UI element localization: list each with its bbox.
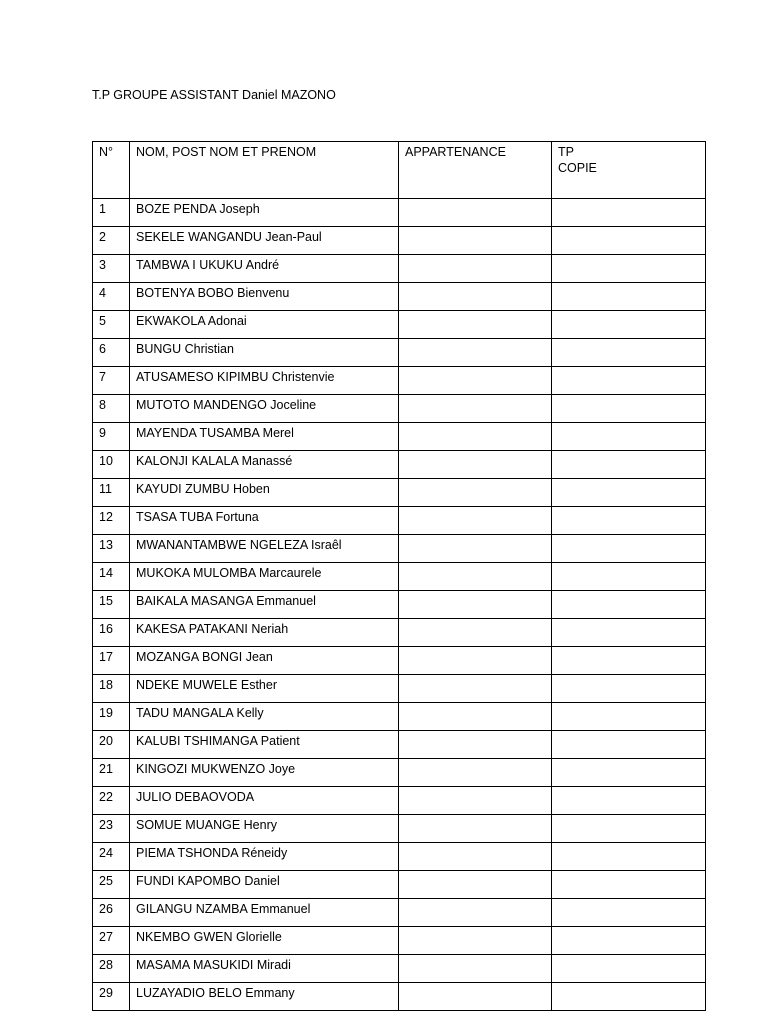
row-name-cell: MUTOTO MANDENGO Joceline: [130, 395, 399, 423]
row-number-cell: 19: [93, 703, 130, 731]
row-name-cell: NDEKE MUWELE Esther: [130, 675, 399, 703]
row-number-cell: 4: [93, 283, 130, 311]
row-tp-cell[interactable]: [552, 983, 706, 1011]
table-row: [93, 395, 706, 423]
row-name-cell: FUNDI KAPOMBO Daniel: [130, 871, 399, 899]
row-number-cell: 13: [93, 535, 130, 563]
page-title: T.P GROUPE ASSISTANT Daniel MAZONO: [92, 88, 336, 102]
row-number-cell: 16: [93, 619, 130, 647]
table-row: [93, 759, 706, 787]
row-number-cell: 14: [93, 563, 130, 591]
row-tp-cell[interactable]: [552, 815, 706, 843]
row-tp-cell[interactable]: [552, 479, 706, 507]
row-number-cell: 10: [93, 451, 130, 479]
row-number-cell: 17: [93, 647, 130, 675]
row-name-cell: MUKOKA MULOMBA Marcaurele: [130, 563, 399, 591]
table-row: [93, 451, 706, 479]
row-appartenance-cell[interactable]: [399, 479, 552, 507]
table-row: [93, 647, 706, 675]
row-name-cell: GILANGU NZAMBA Emmanuel: [130, 899, 399, 927]
row-appartenance-cell[interactable]: [399, 339, 552, 367]
row-number-cell: 18: [93, 675, 130, 703]
row-tp-cell[interactable]: [552, 703, 706, 731]
table-row: [93, 423, 706, 451]
row-appartenance-cell[interactable]: [399, 451, 552, 479]
row-name-cell: BOZE PENDA Joseph: [130, 199, 399, 227]
header-name: NOM, POST NOM ET PRENOM: [130, 142, 399, 199]
row-appartenance-cell[interactable]: [399, 535, 552, 563]
row-appartenance-cell[interactable]: [399, 703, 552, 731]
row-number-cell: 3: [93, 255, 130, 283]
row-name-cell: BUNGU Christian: [130, 339, 399, 367]
table-row: [93, 563, 706, 591]
row-number-cell: 1: [93, 199, 130, 227]
row-number-cell: 21: [93, 759, 130, 787]
row-name-cell: TADU MANGALA Kelly: [130, 703, 399, 731]
row-name-cell: ATUSAMESO KIPIMBU Christenvie: [130, 367, 399, 395]
row-name-cell: JULIO DEBAOVODA: [130, 787, 399, 815]
row-number-cell: 23: [93, 815, 130, 843]
row-appartenance-cell[interactable]: [399, 619, 552, 647]
row-name-cell: MAYENDA TUSAMBA Merel: [130, 423, 399, 451]
table-row: [93, 787, 706, 815]
row-name-cell: MWANANTAMBWE NGELEZA Israêl: [130, 535, 399, 563]
row-number-cell: 5: [93, 311, 130, 339]
row-appartenance-cell[interactable]: [399, 871, 552, 899]
row-tp-cell[interactable]: [552, 395, 706, 423]
table-row: [93, 843, 706, 871]
row-number-cell: 12: [93, 507, 130, 535]
header-tp-line1: TP: [558, 145, 574, 159]
row-appartenance-cell[interactable]: [399, 199, 552, 227]
row-tp-cell[interactable]: [552, 647, 706, 675]
row-name-cell: TSASA TUBA Fortuna: [130, 507, 399, 535]
row-tp-cell[interactable]: [552, 283, 706, 311]
row-appartenance-cell[interactable]: [399, 675, 552, 703]
row-name-cell: TAMBWA I UKUKU André: [130, 255, 399, 283]
row-name-cell: SEKELE WANGANDU Jean-Paul: [130, 227, 399, 255]
row-name-cell: KALONJI KALALA Manassé: [130, 451, 399, 479]
table-row: [93, 955, 706, 983]
table-row: [93, 199, 706, 227]
table-row: [93, 703, 706, 731]
header-tp-line2: COPIE: [558, 161, 597, 175]
table-row: [93, 927, 706, 955]
row-tp-cell[interactable]: [552, 871, 706, 899]
row-number-cell: 6: [93, 339, 130, 367]
row-name-cell: LUZAYADIO BELO Emmany: [130, 983, 399, 1011]
row-tp-cell[interactable]: [552, 955, 706, 983]
row-tp-cell[interactable]: [552, 899, 706, 927]
row-number-cell: 29: [93, 983, 130, 1011]
row-tp-cell[interactable]: [552, 451, 706, 479]
row-name-cell: PIEMA TSHONDA Réneidy: [130, 843, 399, 871]
row-number-cell: 20: [93, 731, 130, 759]
header-tp: [552, 142, 706, 199]
row-name-cell: MASAMA MASUKIDI Miradi: [130, 955, 399, 983]
row-appartenance-cell[interactable]: [399, 283, 552, 311]
row-appartenance-cell[interactable]: [399, 759, 552, 787]
row-tp-cell[interactable]: [552, 563, 706, 591]
table-header-row: [93, 142, 706, 199]
row-name-cell: BAIKALA MASANGA Emmanuel: [130, 591, 399, 619]
row-tp-cell[interactable]: [552, 255, 706, 283]
row-tp-cell[interactable]: [552, 619, 706, 647]
table-row: [93, 619, 706, 647]
row-number-cell: 8: [93, 395, 130, 423]
row-tp-cell[interactable]: [552, 367, 706, 395]
row-appartenance-cell[interactable]: [399, 423, 552, 451]
row-tp-cell[interactable]: [552, 423, 706, 451]
row-number-cell: 15: [93, 591, 130, 619]
row-tp-cell[interactable]: [552, 339, 706, 367]
table-row: [93, 283, 706, 311]
row-number-cell: 7: [93, 367, 130, 395]
row-appartenance-cell[interactable]: [399, 563, 552, 591]
row-number-cell: 26: [93, 899, 130, 927]
row-number-cell: 11: [93, 479, 130, 507]
row-appartenance-cell[interactable]: [399, 927, 552, 955]
row-tp-cell[interactable]: [552, 199, 706, 227]
row-appartenance-cell[interactable]: [399, 843, 552, 871]
table-row: [93, 339, 706, 367]
table-row: [93, 507, 706, 535]
row-tp-cell[interactable]: [552, 227, 706, 255]
row-appartenance-cell[interactable]: [399, 955, 552, 983]
row-appartenance-cell[interactable]: [399, 983, 552, 1011]
row-number-cell: 25: [93, 871, 130, 899]
row-number-cell: 22: [93, 787, 130, 815]
row-tp-cell[interactable]: [552, 591, 706, 619]
row-tp-cell[interactable]: [552, 507, 706, 535]
row-number-cell: 28: [93, 955, 130, 983]
table-row: [93, 983, 706, 1011]
row-appartenance-cell[interactable]: [399, 367, 552, 395]
row-name-cell: KAYUDI ZUMBU Hoben: [130, 479, 399, 507]
table-row: [93, 227, 706, 255]
student-table: [92, 141, 706, 1011]
row-name-cell: EKWAKOLA Adonai: [130, 311, 399, 339]
table-row: [93, 591, 706, 619]
row-name-cell: KINGOZI MUKWENZO Joye: [130, 759, 399, 787]
header-appartenance: APPARTENANCE: [399, 142, 552, 199]
row-appartenance-cell[interactable]: [399, 731, 552, 759]
row-appartenance-cell[interactable]: [399, 255, 552, 283]
row-tp-cell[interactable]: [552, 731, 706, 759]
table-row: [93, 731, 706, 759]
table-row: [93, 675, 706, 703]
row-tp-cell[interactable]: [552, 535, 706, 563]
row-number-cell: 2: [93, 227, 130, 255]
table-row: [93, 255, 706, 283]
row-appartenance-cell[interactable]: [399, 647, 552, 675]
table-row: [93, 479, 706, 507]
row-name-cell: BOTENYA BOBO Bienvenu: [130, 283, 399, 311]
row-appartenance-cell[interactable]: [399, 227, 552, 255]
row-appartenance-cell[interactable]: [399, 507, 552, 535]
row-name-cell: KAKESA PATAKANI Neriah: [130, 619, 399, 647]
row-tp-cell[interactable]: [552, 311, 706, 339]
row-tp-cell[interactable]: [552, 787, 706, 815]
row-number-cell: 9: [93, 423, 130, 451]
row-name-cell: SOMUE MUANGE Henry: [130, 815, 399, 843]
row-tp-cell[interactable]: [552, 675, 706, 703]
row-appartenance-cell[interactable]: [399, 899, 552, 927]
table-row: [93, 535, 706, 563]
header-num: N°: [93, 142, 130, 199]
row-tp-cell[interactable]: [552, 759, 706, 787]
row-number-cell: 24: [93, 843, 130, 871]
row-number-cell: 27: [93, 927, 130, 955]
row-name-cell: MOZANGA BONGI Jean: [130, 647, 399, 675]
table-row: [93, 367, 706, 395]
row-name-cell: NKEMBO GWEN Glorielle: [130, 927, 399, 955]
table-row: [93, 871, 706, 899]
row-appartenance-cell[interactable]: [399, 311, 552, 339]
table-row: [93, 899, 706, 927]
row-appartenance-cell[interactable]: [399, 591, 552, 619]
row-appartenance-cell[interactable]: [399, 395, 552, 423]
row-appartenance-cell[interactable]: [399, 787, 552, 815]
table-row: [93, 815, 706, 843]
row-appartenance-cell[interactable]: [399, 815, 552, 843]
row-tp-cell[interactable]: [552, 927, 706, 955]
table-row: [93, 311, 706, 339]
row-name-cell: KALUBI TSHIMANGA Patient: [130, 731, 399, 759]
row-tp-cell[interactable]: [552, 843, 706, 871]
